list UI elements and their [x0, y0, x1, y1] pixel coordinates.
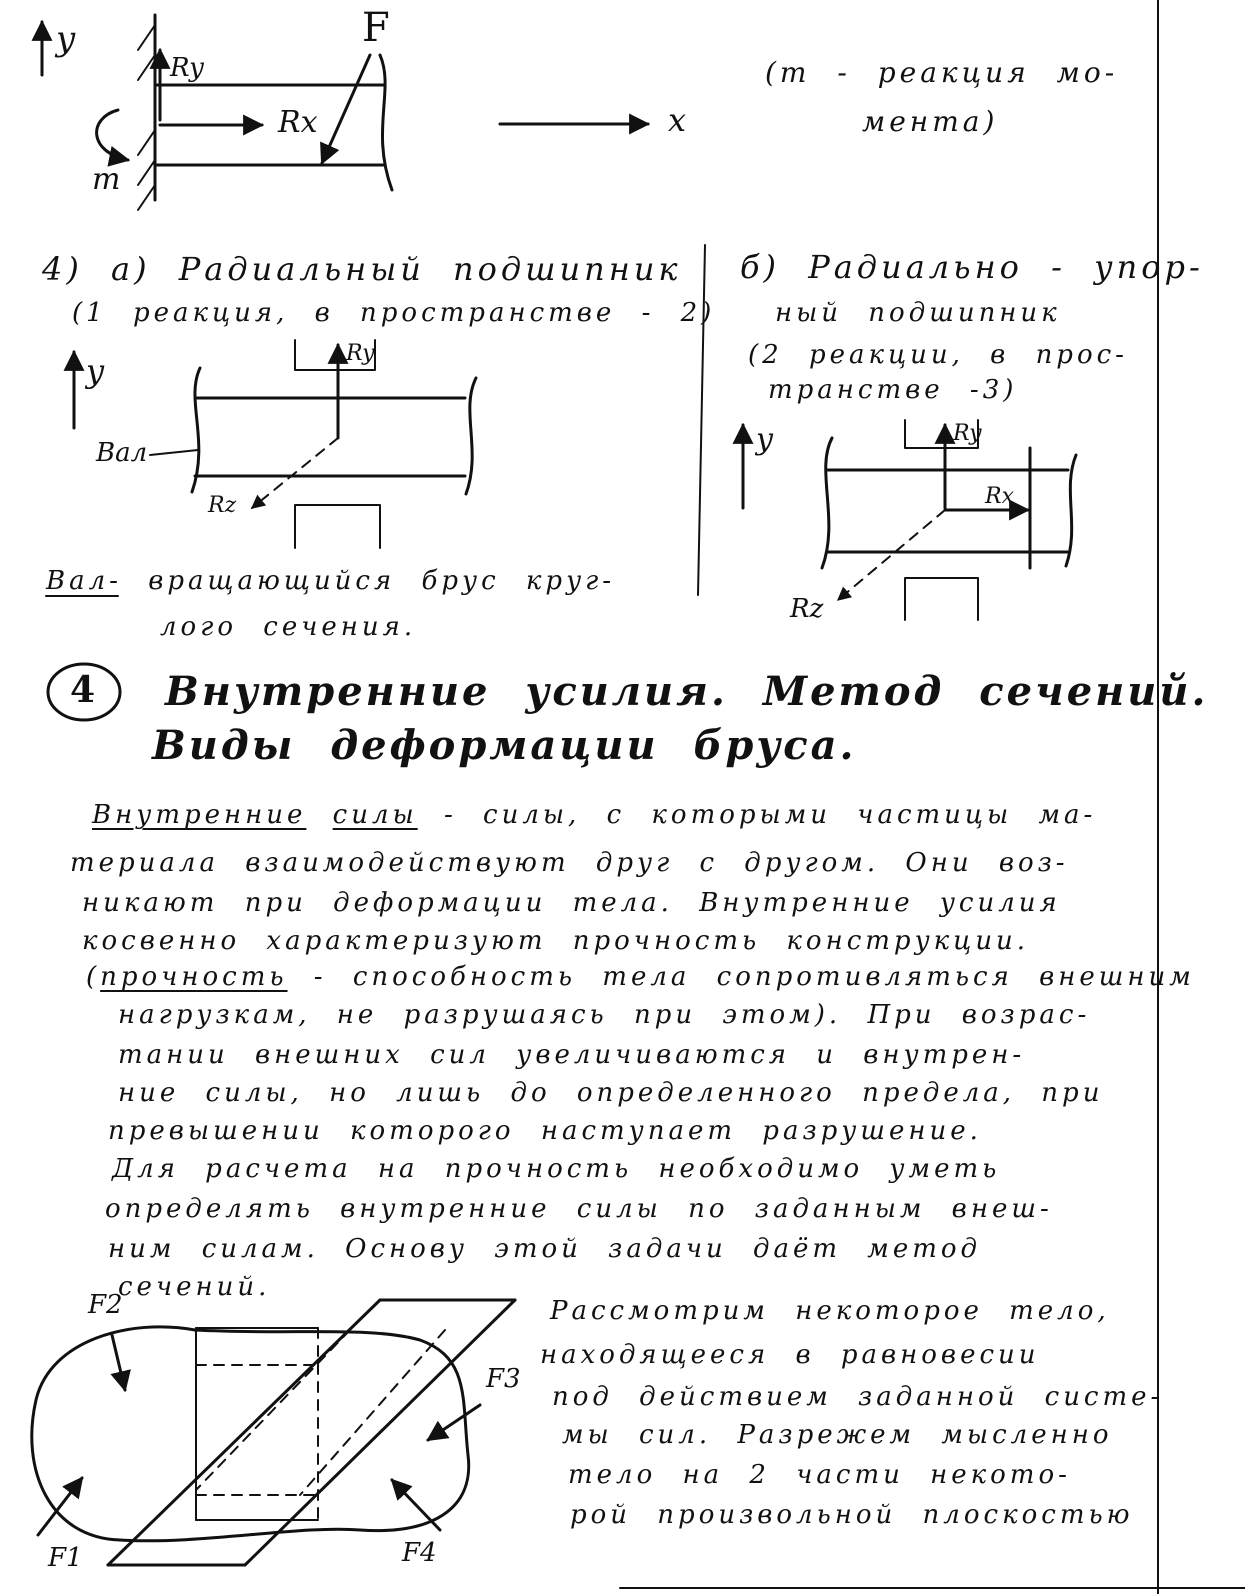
bottom-text-line-2: находящееся в равновесии — [540, 1340, 1040, 1370]
radial-thrust-line2: ный подшипник — [775, 298, 1061, 328]
strength-definition: - способность тела сопротивляться внешним — [287, 962, 1195, 992]
internal-forces-term: Внутренние — [92, 800, 307, 830]
f3-label: F3 — [486, 1364, 521, 1394]
bottom-text-line-4: мы сил. Разрежем мысленно — [562, 1420, 1113, 1450]
radial-thrust-title: б) Радиально - упор- — [740, 248, 1204, 286]
b-ry-label: Ry — [953, 421, 982, 446]
moment-note-line1: (m - реакция мо- — [765, 56, 1119, 89]
section-method-figure — [32, 1300, 515, 1568]
shaft-term: Вал — [46, 566, 110, 596]
shaft-definition-line1 — [46, 566, 615, 596]
bottom-text-line-5: тело на 2 части некото- — [568, 1460, 1071, 1490]
moment-note-line2: мента) — [862, 105, 999, 138]
moment-arc — [97, 110, 128, 160]
top-ry-label: Ry — [170, 53, 204, 83]
body-line-2: териала взаимодействуют друг с другом. Они воз- — [70, 848, 1069, 878]
body-line-1-rest: - силы, с которыми частицы ма- — [417, 800, 1097, 830]
a-rz-label: Rz — [208, 493, 237, 518]
f4-label: F4 — [402, 1538, 437, 1568]
bottom-text-line-3: под действием заданной систе- — [552, 1382, 1164, 1412]
top-beam-figure — [42, 15, 648, 210]
body-line-5 — [86, 962, 1195, 992]
strength-term: прочность — [100, 962, 288, 992]
body-line-11: определять внутренние силы по заданным внеш- — [105, 1194, 1053, 1224]
f2-arrow — [112, 1335, 125, 1390]
body-line-6: нагрузкам, не разрушаясь при этом). При возрас- — [118, 1000, 1091, 1030]
f1-label: F1 — [48, 1543, 83, 1573]
top-moment-label: m — [92, 162, 121, 197]
f4-arrow — [392, 1480, 440, 1530]
body-line-4: косвенно характеризуют прочность конструкции. — [82, 926, 1030, 956]
radial-thrust-bearing-figure — [743, 420, 1076, 624]
top-y-axis-label: y — [56, 19, 76, 59]
shaft-definition-line2: лого сечения. — [160, 612, 417, 642]
force-f-arrow — [322, 55, 370, 163]
radial-bearing-subtitle: (1 реакция, в пространстве - 2) — [72, 298, 716, 328]
body-line-12: ним силам. Основу этой задачи даёт метод — [108, 1234, 982, 1264]
beam-break — [380, 55, 392, 190]
paren-open: ( — [86, 962, 101, 992]
top-rx-label: Rx — [278, 105, 318, 140]
b-y-axis-label: y — [756, 422, 773, 457]
rz-arrow-a — [252, 438, 338, 508]
body-line-13: сечений. — [118, 1272, 271, 1302]
section-number: 4 — [70, 669, 96, 711]
radial-thrust-line4: транстве -3) — [768, 375, 1018, 405]
rz-arrow-b — [838, 510, 945, 600]
top-force-label: F — [362, 5, 390, 51]
f2-label: F2 — [88, 1290, 123, 1320]
body-line-1 — [92, 800, 1096, 830]
f3-arrow — [428, 1405, 480, 1440]
section-heading-line2: Виды деформации бруса. — [152, 722, 857, 769]
b-rx-label: Rx — [985, 484, 1014, 509]
a-shaft-label: Вал — [96, 438, 148, 468]
body-line-8: ние силы, но лишь до определенного предела, при — [118, 1078, 1104, 1108]
shaft-definition-rest: - вращающийся брус круг- — [109, 566, 616, 596]
body-line-7: тании внешних сил увеличиваются и внутрен- — [118, 1040, 1026, 1070]
section-heading-line1: Внутренние усилия. Метод сечений. — [165, 668, 1209, 715]
bottom-text-line-6: рой произвольной плоскостью — [570, 1500, 1134, 1530]
forces-term: силы — [332, 800, 418, 830]
body-line-3: никают при деформации тела. Внутренние усилия — [82, 888, 1061, 918]
a-ry-label: Ry — [346, 341, 375, 366]
bottom-text-line-1: Рассмотрим некоторое тело, — [550, 1296, 1110, 1326]
radial-bearing-title: 4) а) Радиальный подшипник — [42, 250, 682, 288]
radial-thrust-line3: (2 реакции, в прос- — [748, 340, 1128, 370]
b-rz-label: Rz — [790, 594, 824, 624]
body-line-10: Для расчета на прочность необходимо уметь — [112, 1154, 1001, 1184]
top-x-axis-label: x — [668, 101, 687, 139]
a-y-axis-label: y — [86, 352, 105, 390]
body-line-9: превышении которого наступает разрушение. — [108, 1116, 982, 1146]
